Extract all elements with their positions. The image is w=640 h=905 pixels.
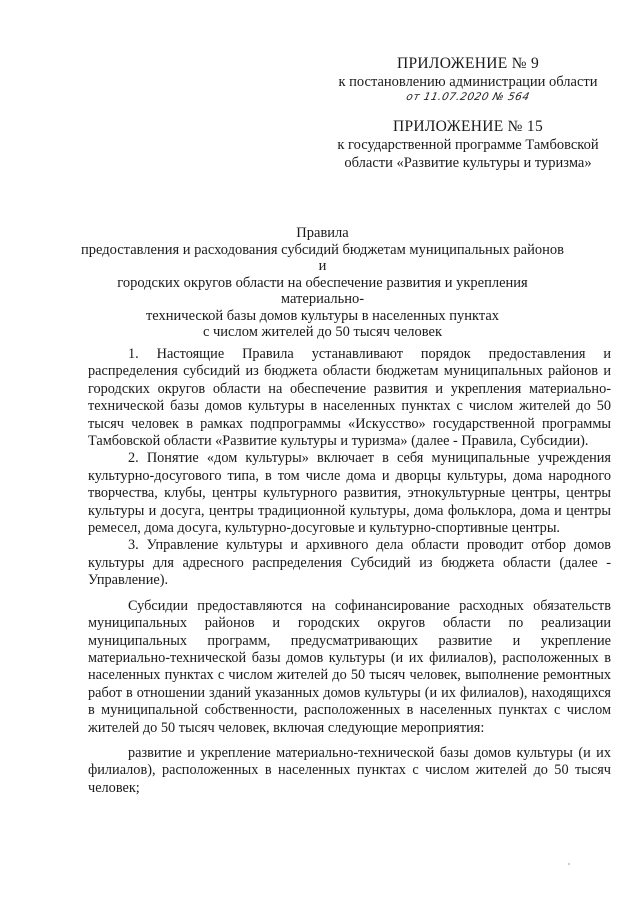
paragraph-4: Субсидии предоставляются на софинансирование расходных обязательств муниципальных районов и городских округов области по реализации муниципальных программ, предусматривающих развитие и укрепление материально-технической базы домов культуры (и их филиалов), расположенных в населенных пунктах с числом жителей до 50 тысяч человек, выполнение ремонтных работ в отношении зданий указанных домов культуры (и их филиалов), находящихся в муниципальной собственности, расположенных в населенных пунктах с числом жителей до 50 тысяч человек, включая следующие мероприятия:	[88, 597, 611, 736]
paragraph-1: 1. Настоящие Правила устанавливают порядок предоставления и распределения субсидий из бюджета области бюджетам муниципальных районов и городских округов области на обеспечение развития и укрепления материально-технической базы домов культуры в населенных пунктах с числом жителей до 50 тысяч человек в рамках подпрограммы «Искусство» государственной программы Тамбовской области «Развитие культуры и туризма» (далее - Правила, Субсидии).	[88, 346, 611, 450]
document-body	[88, 346, 611, 797]
paragraph-5: развитие и укрепление материально-технической базы домов культуры (и их филиалов), расположенных в населенных пунктах с числом жителей до 50 тысяч человек;	[88, 744, 611, 796]
appendix-15-block	[318, 118, 618, 172]
title-line-4: технической базы домов культуры в населенных пунктах	[145, 307, 500, 324]
title-line-3: городских округов области на обеспечение развития и укрепления материально-	[117, 274, 528, 307]
appendix-15-heading: ПРИЛОЖЕНИЕ № 15	[392, 118, 544, 135]
appendix-9-block	[318, 55, 618, 106]
paragraph-2: 2. Понятие «дом культуры» включает в себя муниципальные учреждения культурно-досугового типа, в том числе дома и дворцы культуры, дома народного творчества, клубы, центры культурного развития, этнокультурные центры, центры культуры и досуга, центры традиционной культуры, дома фольклора, дома и центры ремесел, дома досуга, культурно-досуговые и культурно-спортивные центры.	[88, 450, 611, 537]
appendix-15-reference-line1: к государственной программе Тамбовской	[337, 137, 599, 153]
handwritten-date-number: от 11.07.2020 № 564	[405, 91, 531, 103]
appendix-9-heading: ПРИЛОЖЕНИЕ № 9	[396, 55, 540, 72]
appendix-9-reference: к постановлению администрации области	[338, 74, 598, 90]
appendix-15-reference-line2: области «Развитие культуры и туризма»	[344, 155, 592, 171]
title-line-1: Правила	[296, 225, 349, 241]
scan-speck	[568, 863, 570, 865]
paragraph-3: 3. Управление культуры и архивного дела области проводит отбор домов культуры для адресного распределения Субсидий из бюджета области (далее - Управление).	[88, 537, 611, 589]
document-title	[80, 225, 565, 341]
title-line-2: предоставления и расходования субсидий бюджетам муниципальных районов и	[81, 241, 564, 274]
title-line-5: с числом жителей до 50 тысяч человек	[202, 324, 443, 340]
